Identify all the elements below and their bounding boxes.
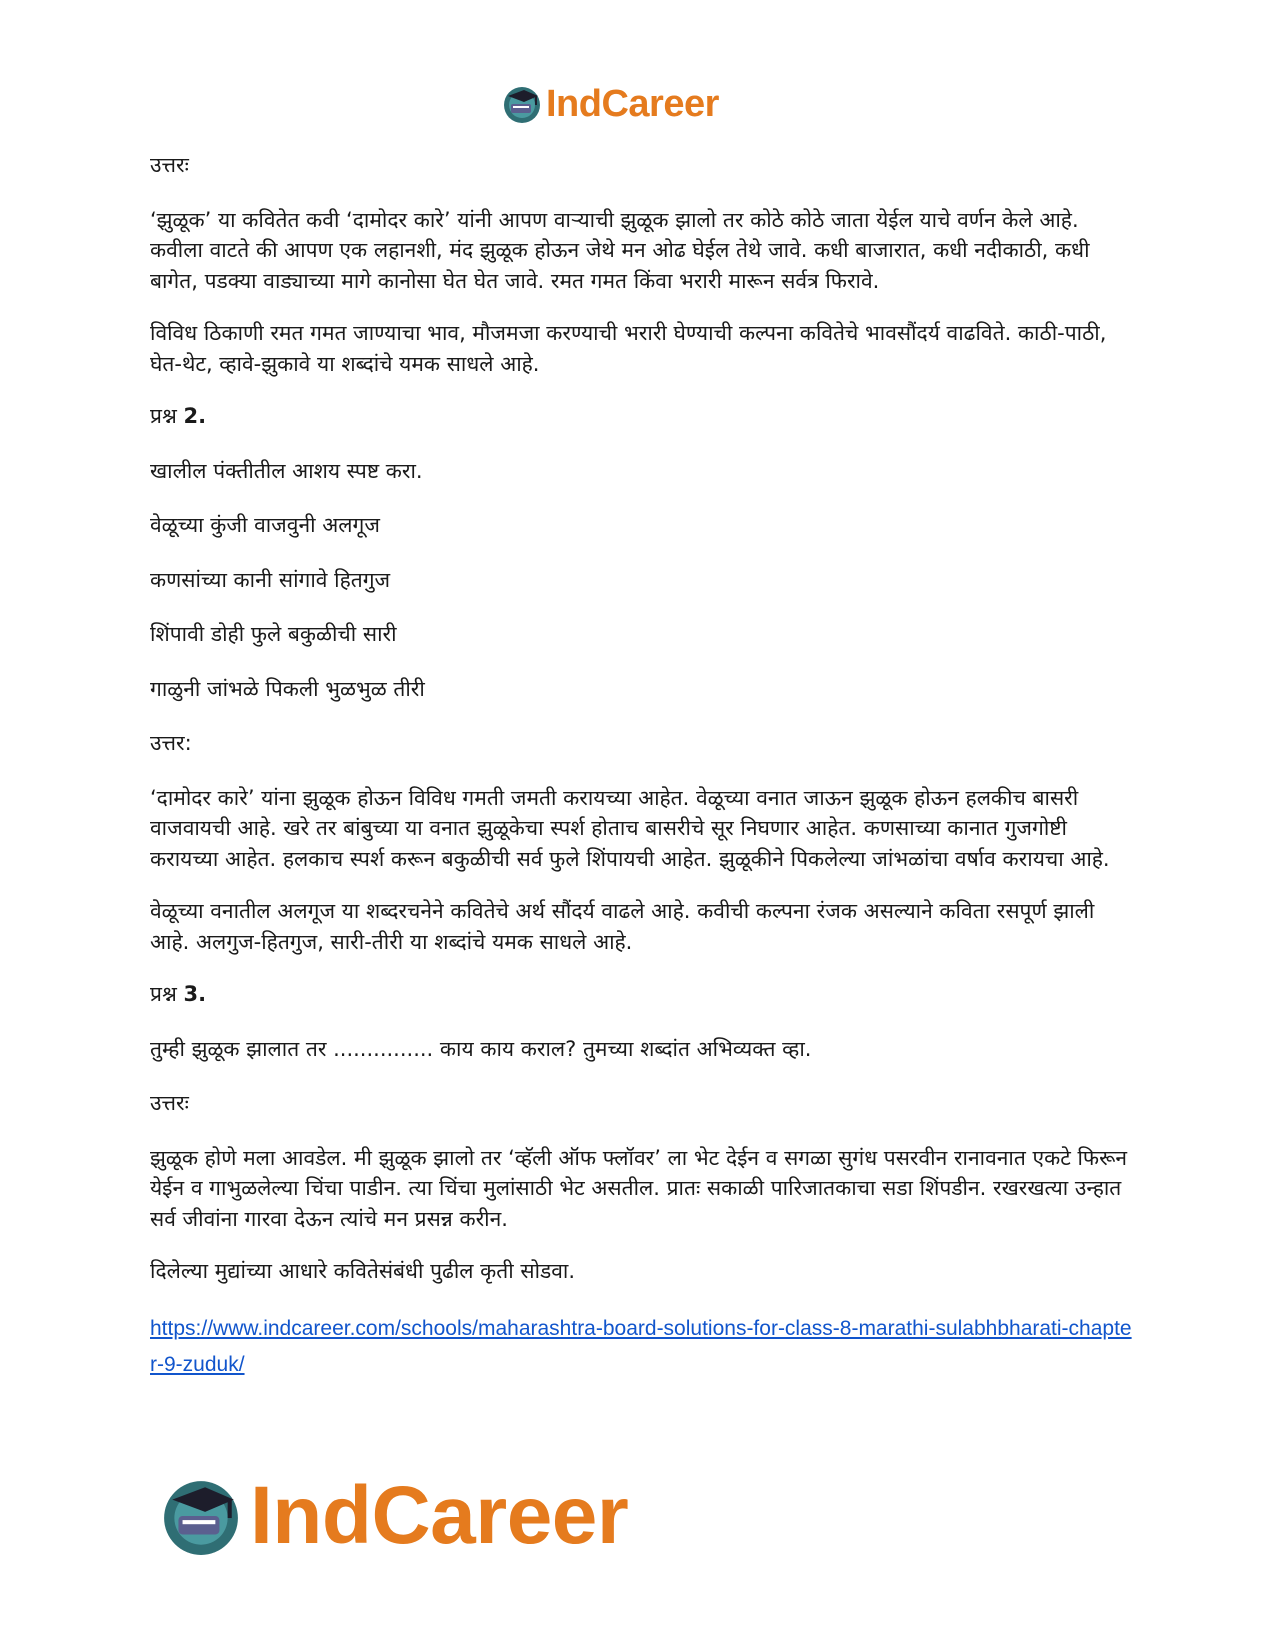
answer-paragraph: झुळूक होणे मला आवडेल. मी झुळूक झालो तर ‘व्हॅली ऑफ फ्लॉवर’ ला भेट देईन व सगळा सुगंध पसरवीन रानावनात एकटे फिरून येईन व गाभुळलेल्या चिंचा पाडीन. त्या चिंचा मुलांसाठी भेट असतील. प्रातः सकाळी पारिजातकाचा सडा शिंपडीन. रखरखत्या उन्हात सर्व जीवांना गारवा देऊन त्यांचे मन प्रसन्न करीन. — [150, 1145, 1128, 1231]
question-text: तुम्ही झुळूक झालात तर ............... काय काय कराल? तुमच्या शब्दांत अभिव्यक्त व्हा. — [150, 1036, 812, 1061]
answer-label: उत्तरः — [150, 1091, 189, 1115]
graduation-cap-logo-icon — [502, 84, 542, 124]
question-number: 2. — [183, 404, 207, 428]
instruction-text: दिलेल्या मुद्यांच्या आधारे कवितेसंबंधी पुढील कृती सोडवा. — [150, 1259, 576, 1283]
footer-logo — [160, 1470, 628, 1562]
header-logo — [502, 82, 719, 126]
graduation-cap-logo-icon — [160, 1475, 242, 1557]
question-number: 3. — [183, 982, 207, 1006]
header-logo-text: IndCareer — [546, 83, 719, 125]
poem-line: कणसांच्या कानी सांगावे हितगुज — [150, 567, 391, 592]
answer-paragraph: ‘दामोदर कारे’ यांना झुळूक होऊन विविध गमती जमती करायच्या आहेत. वेळूच्या वनात जाऊन झुळूक होऊन हलकीच बासरी वाजवायची आहे. खरे तर बांबुच्या या वनात झुळूकेचा स्पर्श होताच बासरीचे सूर निघणार आहेत. कणसाच्या कानात गुजगोष्टी करायच्या आहेत. हलकाच स्पर्श करून बकुळीची सर्व फुले शिंपायची आहेत. झुळूकीने पिकलेल्या जांभळांचा वर्षाव करायचा आहे. — [150, 785, 1110, 871]
question-heading — [150, 401, 1135, 432]
answer-paragraph: वेळूच्या वनातील अलगूज या शब्दरचनेने कवितेचे अर्थ सौंदर्य वाढले आहे. कवीची कल्पना रंजक असल्याने कविता रसपूर्ण झाली आहे. अलगुज-हितगुज, सारी-तीरी या शब्दांचे यमक साधले आहे. — [150, 899, 1095, 954]
source-link[interactable]: https://www.indcareer.com/schools/maharashtra-board-solutions-for-class-8-marathi-sulabhbharati-chapter-9-zuduk/ — [150, 1316, 1132, 1376]
footer-logo-text: IndCareer — [250, 1470, 629, 1561]
answer-paragraph: विविध ठिकाणी रमत गमत जाण्याचा भाव, मौजमजा करण्याची भरारी घेण्याची कल्पना कवितेचे भावसौंदर्य वाढविते. काठी-पाठी, घेत-थेट, व्हावे-झुकावे या शब्दांचे यमक साधले आहे. — [150, 321, 1107, 376]
answer-paragraph: ‘झुळूक’ या कवितेत कवी ‘दामोदर कारे’ यांनी आपण वाऱ्याची झुळूक झालो तर कोठे कोठे जाता येईल याचे वर्णन केले आहे. कवीला वाटते की आपण एक लहानशी, मंद झुळूक होऊन जेथे मन ओढ घेईल तेथे जावे. कधी बाजारात, कधी नदीकाठी, कधी बागेत, पडक्या वाड्याच्या मागे कानोसा घेत घेत जावे. रमत गमत किंवा भरारी मारून सर्वत्र फिरावे. — [150, 207, 1090, 293]
question-prefix: प्रश्न — [150, 982, 184, 1006]
poem-line: वेळूच्या कुंजी वाजवुनी अलगूज — [150, 513, 380, 537]
answer-label: उत्तर: — [150, 731, 192, 755]
question-heading — [150, 979, 1135, 1010]
answer-label: उत्तरः — [150, 153, 189, 177]
question-text: खालील पंक्तीतील आशय स्पष्ट करा. — [150, 458, 423, 483]
question-prefix: प्रश्न — [150, 404, 184, 428]
document-body — [150, 150, 1135, 1383]
poem-line: गाळुनी जांभळे पिकली भुळभुळ तीरी — [150, 676, 425, 701]
poem-line: शिंपावी डोही फुले बकुळीची सारी — [150, 622, 397, 646]
